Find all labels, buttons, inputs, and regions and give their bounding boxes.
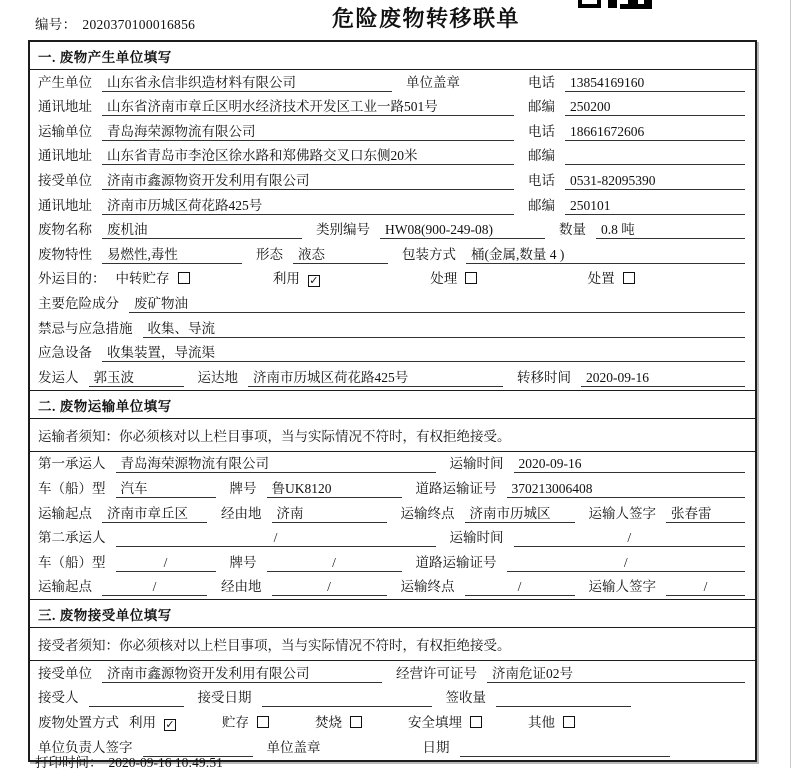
checkbox-label: 中转贮存: [115, 271, 170, 287]
checkbox-option: [430, 267, 587, 288]
form-row: [30, 95, 755, 120]
field-label: 废物名称: [38, 222, 92, 238]
field-label: 单位负责人签字: [38, 739, 133, 755]
field-value-text: 济南市鑫源物资开发利用有限公司: [107, 665, 310, 681]
field-label: 转移时间: [517, 369, 571, 385]
field-label: 运输起点: [38, 579, 92, 595]
field-label: 运输终点: [400, 579, 455, 595]
checkbox-option: [588, 267, 745, 288]
form-row: [30, 119, 755, 144]
checkbox-option: [315, 711, 362, 732]
field-label: 运输起点: [38, 505, 92, 521]
field-value-text: 桶(金属,数量 4 ): [471, 246, 565, 262]
field-value-text: 液态: [298, 246, 325, 262]
form-row: [30, 144, 755, 169]
field-value: [380, 221, 545, 239]
field-value: [465, 578, 575, 596]
field-value: [565, 74, 745, 92]
field-value-text: 250200: [570, 99, 611, 115]
field-value-text: 张春雷: [671, 505, 712, 521]
checkbox-empty-icon: [178, 272, 190, 284]
field-label: 第一承运人: [38, 456, 106, 472]
section-title: 二. 废物运输单位填写: [30, 391, 755, 419]
field-label: 运输时间: [449, 530, 504, 546]
checkbox-option: [528, 711, 575, 732]
field-value: [507, 554, 746, 572]
field-value: [102, 98, 514, 116]
field-label: 运输时间: [449, 456, 504, 472]
field-value: [460, 756, 670, 757]
field-value-text: 青岛海荣源物流有限公司: [120, 456, 269, 472]
field-value: [565, 197, 745, 215]
field-value: [487, 665, 745, 683]
field-value: [116, 554, 216, 572]
field-value: [565, 123, 745, 141]
field-value-text: /: [327, 579, 331, 595]
form-section: [30, 390, 755, 600]
field-value-text: 13854169160: [570, 74, 645, 90]
field-label: 日期: [422, 739, 450, 755]
field-label: 接受日期: [197, 690, 252, 706]
checkbox-checked-icon: ✓: [165, 719, 175, 732]
field-label: 发运人: [38, 369, 79, 385]
print-time-value: 2020-09-16 10:49:51: [108, 755, 223, 770]
qr-block: [644, 0, 652, 4]
field-value-text: 济南市历城区: [469, 505, 551, 521]
page-edge-line: [790, 0, 791, 768]
field-value-text: 鲁UK8120: [271, 480, 332, 496]
form-row: [30, 452, 755, 477]
qr-finder-square: [578, 0, 601, 8]
field-value: [272, 505, 387, 523]
field-value-text: /: [517, 579, 522, 595]
form-row: [30, 661, 755, 686]
field-value: [267, 480, 402, 498]
form-row: [30, 70, 755, 95]
field-label: 通讯地址: [38, 197, 92, 213]
field-value: [507, 480, 746, 498]
field-label: 邮编: [528, 197, 555, 213]
qr-block: [620, 4, 652, 9]
field-label: 废物处置方式: [38, 715, 119, 731]
field-value-text: 废矿物油: [134, 295, 188, 311]
field-label: 单位盖章: [266, 739, 321, 755]
field-value: [102, 505, 207, 523]
qr-block: [628, 0, 638, 4]
form-row: [30, 365, 755, 390]
field-value-text: 济南市鑫源物资开发利用有限公司: [107, 172, 310, 188]
field-label: 牌号: [229, 554, 257, 570]
field-value: [581, 369, 745, 387]
field-value: [514, 455, 746, 473]
field-value: [496, 706, 631, 707]
field-label: 牌号: [229, 480, 257, 496]
field-label: 单位盖章: [406, 74, 460, 90]
section-notice: 接受者须知：你必须核对以上栏目事项，当与实际情况不符时，有权拒绝接受。: [30, 628, 755, 661]
field-label: 车（船）型: [38, 480, 106, 496]
field-value-text: HW08(900-249-08): [385, 222, 493, 238]
checkbox-empty-icon: [350, 716, 362, 728]
field-value: [565, 172, 745, 190]
checkbox-option: [116, 267, 273, 288]
field-value: [102, 344, 745, 362]
field-value: [102, 147, 514, 165]
checkbox-option: [408, 711, 482, 732]
field-label: 主要危险成分: [38, 295, 119, 311]
field-value-text: /: [332, 554, 336, 570]
print-time: [35, 751, 223, 771]
field-value-text: /: [152, 579, 157, 595]
field-value-text: 济南市历城区荷花路425号: [107, 197, 263, 213]
checkbox-empty-icon: [257, 716, 269, 728]
field-value: [267, 554, 402, 572]
form-row: [30, 316, 755, 341]
field-value: [102, 578, 207, 596]
field-label: 经由地: [221, 579, 262, 595]
field-label: 邮编: [528, 99, 555, 115]
form-section: [30, 42, 755, 390]
checkbox-label: 安全填埋: [408, 715, 462, 731]
checkbox-empty-icon: [465, 272, 477, 284]
field-value-text: /: [273, 530, 278, 546]
field-label: 应急设备: [38, 345, 92, 361]
section-notice: 运输者须知：你必须核对以上栏目事项，当与实际情况不符时，有权拒绝接受。: [30, 419, 755, 452]
section-title: 一. 废物产生单位填写: [30, 42, 755, 70]
field-value: [143, 320, 746, 338]
field-value-text: 郭玉波: [93, 369, 134, 385]
field-value-text: 青岛海荣源物流有限公司: [107, 123, 256, 139]
doc-number: [35, 13, 195, 33]
field-label: 电话: [528, 172, 555, 188]
form-row: [30, 267, 755, 292]
checkbox-label: 利用: [129, 715, 156, 731]
checkbox-empty-icon: [470, 716, 482, 728]
field-label: 形态: [256, 246, 283, 262]
form-row: [30, 526, 755, 551]
form-row: [30, 550, 755, 575]
field-value: [102, 197, 514, 215]
checkbox-option: [222, 711, 269, 732]
checkbox-label: 利用: [272, 271, 300, 287]
field-value: [262, 706, 432, 707]
form-row: [30, 341, 755, 366]
doc-number-label: 编号：: [35, 17, 77, 32]
checkbox-empty-icon: [563, 716, 575, 728]
checkbox-checked-icon: ✓: [309, 275, 319, 288]
field-value: [666, 578, 745, 596]
field-value: [596, 221, 745, 239]
form-section: [30, 599, 755, 759]
field-value-text: 济南: [276, 505, 304, 521]
field-value-text: 济南市历城区荷花路425号: [253, 369, 409, 385]
field-value-text: 250101: [570, 197, 611, 213]
field-value-text: 山东省济南市章丘区明水经济技术开发区工业一路501号: [107, 99, 438, 115]
field-label: 通讯地址: [38, 99, 92, 115]
field-value-text: 废机油: [107, 222, 148, 238]
checkbox-label: 处理: [430, 271, 458, 287]
field-label: 数量: [559, 222, 586, 238]
field-label: 经由地: [221, 505, 262, 521]
field-label: 第二承运人: [38, 530, 106, 546]
form-row: [30, 575, 755, 600]
field-value: [565, 164, 745, 165]
form-row: [30, 193, 755, 218]
field-label: 类别编号: [316, 222, 370, 238]
checkbox-label: 贮存: [222, 715, 249, 731]
field-value: [102, 123, 514, 141]
field-value: [293, 246, 388, 264]
checkbox-option: [129, 711, 176, 732]
field-label: 运输人签字: [588, 579, 656, 595]
field-value: [102, 172, 514, 190]
field-label: 禁忌与应急措施: [38, 320, 133, 336]
field-label: 接受人: [38, 690, 79, 706]
field-value-text: 山东省永信非织造材料有限公司: [107, 74, 296, 90]
form-row: [30, 686, 755, 711]
field-label: 车（船）型: [38, 554, 106, 570]
field-value: [116, 529, 436, 547]
field-label: 接受单位: [38, 665, 92, 681]
form-row: [30, 218, 755, 243]
field-value-text: 18661672606: [570, 123, 645, 139]
field-value: [116, 455, 436, 473]
field-value: [514, 529, 746, 547]
field-value-text: 370213006408: [511, 480, 593, 496]
field-value-text: 易燃性,毒性: [107, 246, 178, 262]
section-title: 三. 废物接受单位填写: [30, 600, 755, 628]
field-value: [248, 369, 503, 387]
qr-code-icon: [578, 0, 658, 9]
form-row: [30, 291, 755, 316]
field-value: [466, 246, 745, 264]
field-value-text: 2020-09-16: [518, 456, 582, 472]
field-value-text: /: [703, 579, 708, 595]
checkbox-label: 其他: [528, 715, 555, 731]
checkbox-label: 焚烧: [315, 715, 342, 731]
field-value-text: 0.8 吨: [601, 222, 635, 238]
field-label: 通讯地址: [38, 148, 92, 164]
field-value: [272, 578, 387, 596]
field-label: 经营许可证号: [396, 665, 477, 681]
checkbox-option: [273, 267, 430, 288]
field-value: [102, 74, 392, 92]
checkbox-empty-icon: [623, 272, 635, 284]
field-label: 废物特性: [38, 246, 92, 262]
field-label: 包装方式: [402, 246, 456, 262]
form-row: [30, 168, 755, 193]
field-label: 道路运输证号: [415, 480, 497, 496]
field-value: [102, 246, 242, 264]
field-label: 运输终点: [400, 505, 455, 521]
checkbox-label: 处置: [587, 271, 615, 287]
field-value: [89, 369, 184, 387]
field-value-text: 山东省青岛市李沧区徐水路和郑佛路交叉口东侧20米: [107, 148, 418, 164]
field-value: [666, 505, 745, 523]
field-value: [102, 221, 302, 239]
field-value: [116, 480, 216, 498]
field-label: 邮编: [528, 148, 555, 164]
form-row: [30, 242, 755, 267]
form-row: [30, 501, 755, 526]
print-time-label: 打印时间：: [35, 755, 103, 770]
field-value-text: 收集装置，导流渠: [107, 345, 215, 361]
field-label: 接受单位: [38, 172, 92, 188]
field-value-text: 2020-09-16: [586, 369, 649, 385]
field-label: 签收量: [445, 690, 486, 706]
field-value-text: 济南市章丘区: [107, 505, 188, 521]
form-row: [30, 476, 755, 501]
field-value-text: 济南危证02号: [492, 665, 573, 681]
doc-number-value: 2020370100016856: [82, 17, 196, 32]
field-value-text: /: [623, 554, 628, 570]
field-label: 道路运输证号: [415, 554, 497, 570]
field-label: 外运目的：: [38, 271, 106, 287]
document-header: [0, 0, 796, 40]
field-value-text: /: [163, 554, 168, 570]
field-label: 运达地: [197, 369, 238, 385]
manifest-form-table: [28, 40, 757, 762]
field-value-text: 0531-82095390: [570, 172, 656, 188]
field-label: 产生单位: [38, 74, 92, 90]
field-label: 电话: [528, 123, 555, 139]
field-value: [565, 98, 745, 116]
field-value-text: 收集、导流: [147, 320, 215, 336]
qr-block: [608, 0, 617, 8]
field-value-text: /: [627, 530, 632, 546]
field-label: 电话: [528, 74, 555, 90]
field-value: [102, 665, 382, 683]
field-value: [129, 295, 745, 313]
field-value: [89, 706, 184, 707]
field-label: 运输单位: [38, 123, 92, 139]
form-row: [30, 710, 755, 735]
doc-title: 危险废物转移联单: [332, 6, 521, 31]
field-label: 运输人签字: [588, 505, 656, 521]
field-value: [465, 505, 575, 523]
field-value-text: 汽车: [120, 480, 148, 496]
